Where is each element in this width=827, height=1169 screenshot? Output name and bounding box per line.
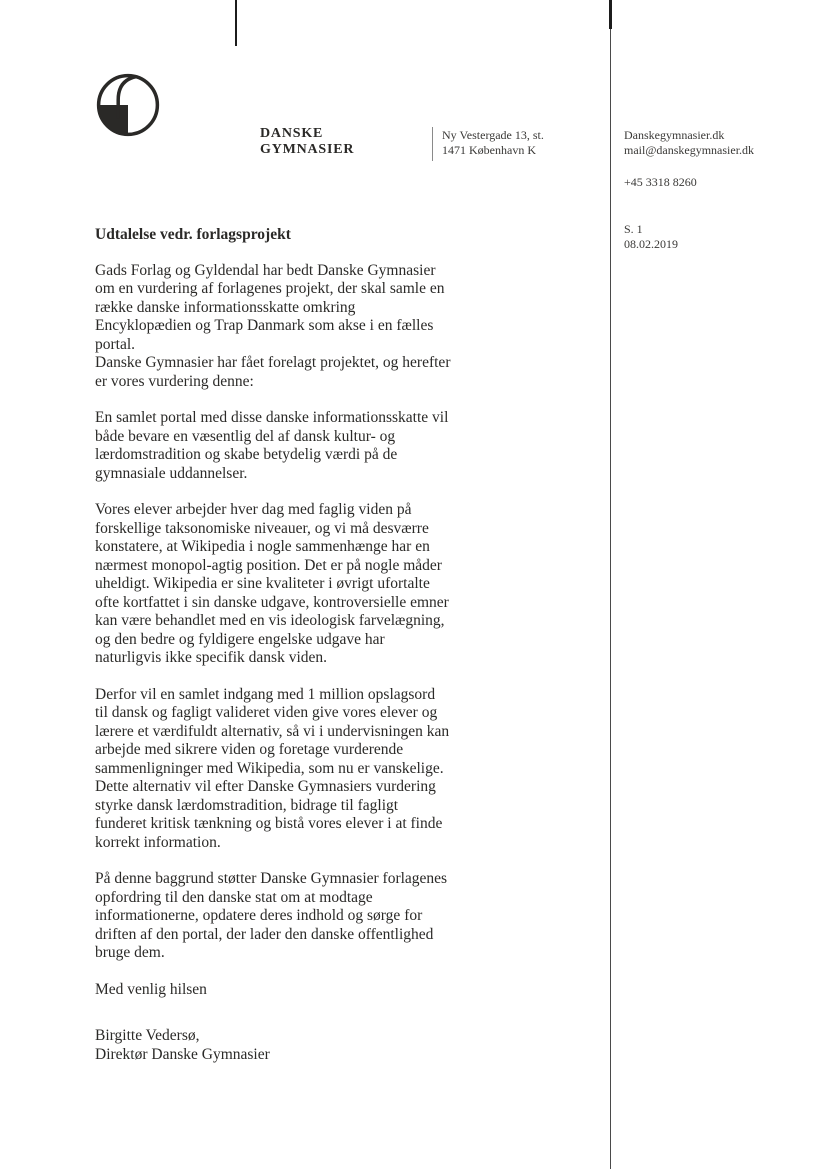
letter-title: Udtalelse vedr. forlagsprojekt xyxy=(95,226,291,243)
header-divider xyxy=(432,127,433,161)
signature-title: Direktør Danske Gymnasier xyxy=(95,1045,270,1063)
address-line1: Ny Vestergade 13, st. xyxy=(442,128,544,142)
website-text: Danskegymnasier.dk xyxy=(624,128,725,142)
paragraph: Derfor vil en samlet indgang med 1 million opslagsord til dansk og fagligt valideret viden give vores elever og lærere et værdifuldt alternativ, så vi i undervisningen kan arbejde med sikrere viden og foretage vurderende sammenligninger med Wikipedia, som nu er vanskelige. Dette alternativ vil efter Danske Gymnasiers vurdering styrke dansk lærdomstradition, bidrage til fagligt funderet kritisk tænkning og bistå vores elever i at finde korrekt information. xyxy=(95,685,450,851)
date: 08.02.2019 xyxy=(624,237,678,251)
page-meta xyxy=(624,222,678,252)
paragraph: Vores elever arbejder hver dag med faglig viden på forskellige taksonomiske niveauer, og vi må desværre konstatere, at Wikipedia i nogle sammenhænge har en nærmest monopol-agtig position. Det er på nogle måder uheldigt. Wikipedia er sine kvaliteter i øvrigt ufortalte ofte kortfattet i sin danske udgave, kontroversielle emner kan være behandlet med en vis ideologisk farvelægning, og den bedre og fyldigere engelske udgave har naturligvis ikke specifik dansk viden. xyxy=(95,501,449,666)
signature-block xyxy=(95,1027,451,1064)
paragraph: Danske Gymnasier har fået forelagt projektet, og herefter er vores vurdering denne: xyxy=(95,354,451,390)
contact-info xyxy=(624,128,754,158)
danske-gymnasier-logo-icon xyxy=(95,72,161,138)
page-number: S. 1 xyxy=(624,222,643,236)
letter-body xyxy=(95,226,451,1064)
org-name-line1: DANSKE xyxy=(260,126,324,141)
vertical-rule-right xyxy=(610,0,611,1169)
paragraph: En samlet portal med disse danske informationsskatte vil både bevare en væsentlig del af dansk kultur- og lærdomstradition og skabe betydelig værdi på de gymnasiale uddannelser. xyxy=(95,409,449,482)
closing-line: Med venlig hilsen xyxy=(95,980,207,998)
phone-text: +45 3318 8260 xyxy=(624,175,697,189)
paragraph: På denne baggrund støtter Danske Gymnasier forlagenes opfordring til den danske stat om at modtage informationerne, opdatere deres indhold og sørge for driften af den portal, der lader den danske offentlighed bruge dem. xyxy=(95,870,448,961)
top-rule-left xyxy=(235,0,237,46)
org-address xyxy=(442,128,544,158)
address-line2: 1471 København K xyxy=(442,143,536,157)
org-name-line2: GYMNASIER xyxy=(260,142,355,157)
top-rule-right xyxy=(609,0,612,29)
org-name xyxy=(260,126,354,158)
signature-name: Birgitte Vedersø, xyxy=(95,1027,200,1044)
email-text: mail@danskegymnasier.dk xyxy=(624,143,755,157)
paragraph: Gads Forlag og Gyldendal har bedt Danske Gymnasier om en vurdering af forlagenes projekt, der skal samle en række danske informationsskatte omkring Encyklopædien og Trap Danmark som akse i en fælles portal. xyxy=(95,261,445,353)
